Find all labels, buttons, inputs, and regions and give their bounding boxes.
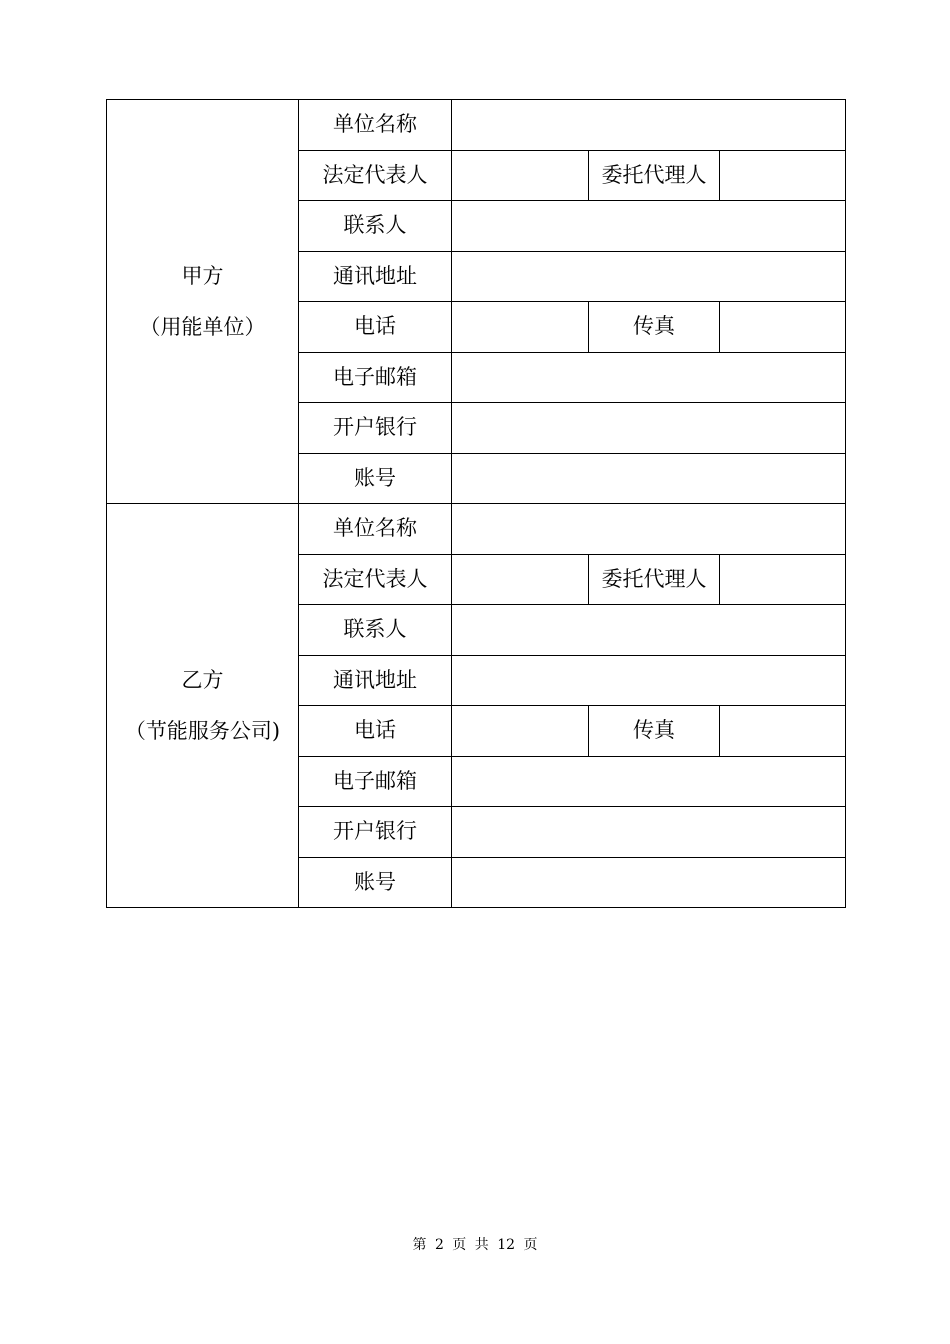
party-a-bank-label: 开户银行 xyxy=(299,403,452,454)
party-a-agent-label: 委托代理人 xyxy=(589,150,720,201)
party-a-subtitle: （用能单位） xyxy=(139,314,266,339)
party-a-phone-label: 电话 xyxy=(299,302,452,353)
party-a-email-field[interactable] xyxy=(452,352,846,403)
party-b-title: 乙方 xyxy=(181,667,224,692)
party-a-title: 甲方 xyxy=(181,263,224,288)
party-b-contact-field[interactable] xyxy=(452,605,846,656)
party-b-email-field[interactable] xyxy=(452,756,846,807)
party-b-address-field[interactable] xyxy=(452,655,846,706)
party-a-agent-field[interactable] xyxy=(720,150,846,201)
party-a-account-label: 账号 xyxy=(299,453,452,504)
party-b-contact-label: 联系人 xyxy=(299,605,452,656)
party-b-bank-field[interactable] xyxy=(452,807,846,858)
table-row xyxy=(107,504,846,555)
party-b-cell xyxy=(107,504,299,908)
party-a-unit-name-label: 单位名称 xyxy=(299,100,452,151)
parties-info-table xyxy=(106,99,846,908)
party-a-fax-field[interactable] xyxy=(720,302,846,353)
party-b-email-label: 电子邮箱 xyxy=(299,756,452,807)
party-b-address-label: 通讯地址 xyxy=(299,655,452,706)
party-b-agent-field[interactable] xyxy=(720,554,846,605)
party-a-cell xyxy=(107,100,299,504)
party-b-legal-rep-label: 法定代表人 xyxy=(299,554,452,605)
party-a-bank-field[interactable] xyxy=(452,403,846,454)
party-a-address-label: 通讯地址 xyxy=(299,251,452,302)
table-row xyxy=(107,100,846,151)
party-a-contact-field[interactable] xyxy=(452,201,846,252)
party-a-legal-rep-field[interactable] xyxy=(452,150,589,201)
party-a-legal-rep-label: 法定代表人 xyxy=(299,150,452,201)
party-a-contact-label: 联系人 xyxy=(299,201,452,252)
party-b-account-label: 账号 xyxy=(299,857,452,908)
party-a-address-field[interactable] xyxy=(452,251,846,302)
party-a-email-label: 电子邮箱 xyxy=(299,352,452,403)
party-a-phone-field[interactable] xyxy=(452,302,589,353)
party-b-unit-name-label: 单位名称 xyxy=(299,504,452,555)
party-a-fax-label: 传真 xyxy=(589,302,720,353)
party-b-legal-rep-field[interactable] xyxy=(452,554,589,605)
page-number-footer: 第 2 页 共 12 页 xyxy=(412,1237,538,1253)
party-b-phone-label: 电话 xyxy=(299,706,452,757)
party-b-phone-field[interactable] xyxy=(452,706,589,757)
party-b-subtitle: （节能服务公司) xyxy=(124,718,281,743)
party-b-fax-field[interactable] xyxy=(720,706,846,757)
party-a-account-field[interactable] xyxy=(452,453,846,504)
party-b-agent-label: 委托代理人 xyxy=(589,554,720,605)
party-b-unit-name-field[interactable] xyxy=(452,504,846,555)
party-a-unit-name-field[interactable] xyxy=(452,100,846,151)
party-b-fax-label: 传真 xyxy=(589,706,720,757)
party-b-account-field[interactable] xyxy=(452,857,846,908)
party-b-bank-label: 开户银行 xyxy=(299,807,452,858)
